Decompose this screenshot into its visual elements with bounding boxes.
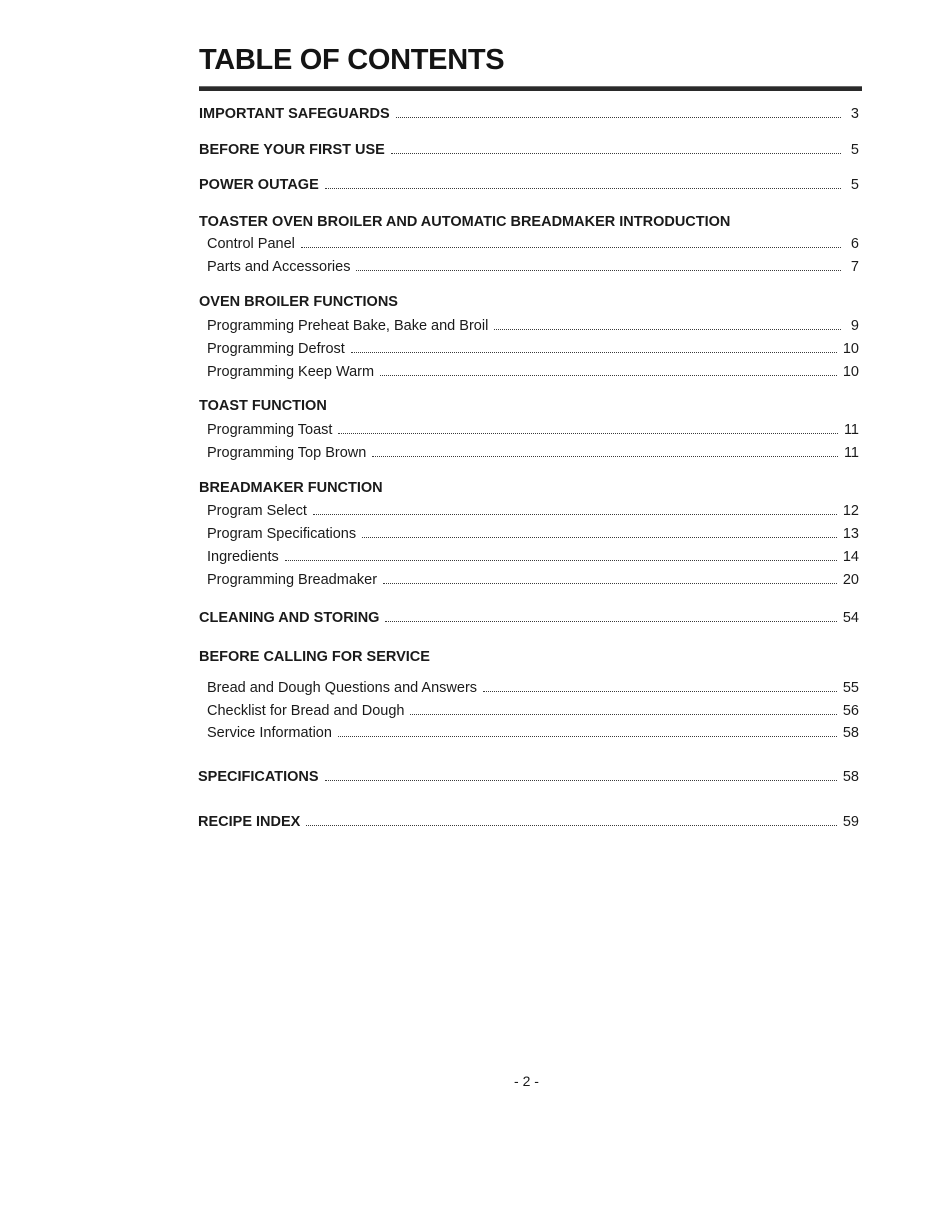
toc-entry-cleaning-storing — [199, 609, 859, 627]
dot-leader — [285, 560, 837, 561]
toc-page-number: 9 — [850, 318, 859, 334]
toc-page-number: 11 — [843, 422, 859, 438]
toc-entry-power-outage — [199, 176, 859, 194]
page-footer — [0, 1073, 938, 1089]
toc-entry-label: RECIPE INDEX — [198, 814, 301, 830]
toc-entry-label: Service Information — [207, 725, 332, 741]
dot-leader — [494, 329, 841, 330]
dot-leader — [385, 621, 836, 622]
section-heading-breadmaker: BREADMAKER FUNCTION — [199, 480, 383, 496]
toc-entry-programming-toast — [207, 421, 859, 439]
toc-entry-label: Checklist for Bread and Dough — [207, 703, 405, 719]
toc-entry-program-select — [207, 502, 859, 520]
dot-leader — [301, 247, 841, 248]
toc-entry-label: Programming Toast — [207, 422, 333, 438]
toc-page-number: 11 — [843, 445, 859, 461]
toc-page-number: 14 — [842, 549, 859, 565]
toc-entry-specifications — [198, 768, 859, 786]
toc-entry-label: Programming Breadmaker — [207, 572, 378, 588]
footer-page-number: - 2 - — [514, 1073, 539, 1089]
toc-entry-bread-dough-qa — [207, 679, 859, 697]
title-underline — [199, 86, 862, 91]
toc-page-number: 56 — [842, 703, 859, 719]
toc-page-number: 20 — [842, 572, 859, 588]
section-heading-oven-broiler: OVEN BROILER FUNCTIONS — [199, 294, 398, 310]
section-heading-service: BEFORE CALLING FOR SERVICE — [199, 649, 430, 665]
toc-entry-label: Programming Top Brown — [207, 445, 367, 461]
dot-leader — [325, 188, 841, 189]
dot-leader — [483, 691, 837, 692]
toc-page-number: 59 — [842, 814, 859, 830]
dot-leader — [306, 825, 837, 826]
dot-leader — [338, 433, 837, 434]
toc-entry-checklist — [207, 702, 859, 720]
dot-leader — [372, 456, 838, 457]
toc-page-number: 10 — [842, 341, 859, 357]
dot-leader — [362, 537, 837, 538]
toc-entry-recipe-index — [198, 813, 859, 831]
toc-entry-label: BEFORE YOUR FIRST USE — [199, 142, 385, 158]
toc-page-number: 13 — [842, 526, 859, 542]
toc-page-number: 6 — [850, 236, 859, 252]
page-title: TABLE OF CONTENTS — [199, 44, 505, 76]
toc-page-number: 12 — [842, 503, 859, 519]
toc-entry-control-panel — [207, 235, 859, 253]
toc-entry-label: Bread and Dough Questions and Answers — [207, 680, 478, 696]
toc-entry-label: CLEANING AND STORING — [199, 610, 380, 626]
toc-entry-label: Control Panel — [207, 236, 295, 252]
dot-leader — [396, 117, 841, 118]
dot-leader — [380, 375, 837, 376]
dot-leader — [391, 153, 841, 154]
toc-page-number: 58 — [842, 769, 859, 785]
toc-entry-parts-accessories — [207, 258, 859, 276]
section-heading-toast: TOAST FUNCTION — [199, 398, 327, 414]
toc-entry-label: Programming Keep Warm — [207, 364, 375, 380]
toc-entry-keep-warm — [207, 363, 859, 381]
toc-entry-label: Parts and Accessories — [207, 259, 351, 275]
section-heading-introduction: TOASTER OVEN BROILER AND AUTOMATIC BREADMAKER INTRODUCTION — [199, 214, 731, 230]
toc-entry-label: Programming Defrost — [207, 341, 345, 357]
toc-entry-label: Program Specifications — [207, 526, 357, 542]
toc-page-number: 55 — [842, 680, 859, 696]
toc-page-number: 3 — [850, 106, 859, 122]
dot-leader — [338, 736, 837, 737]
dot-leader — [351, 352, 837, 353]
dot-leader — [410, 714, 836, 715]
dot-leader — [325, 780, 837, 781]
toc-entry-ingredients — [207, 548, 859, 566]
toc-page-number: 7 — [850, 259, 859, 275]
toc-entry-program-specifications — [207, 525, 859, 543]
toc-entry-preheat-bake-broil — [207, 317, 859, 335]
dot-leader — [356, 270, 841, 271]
toc-entry-label: POWER OUTAGE — [199, 177, 319, 193]
toc-entry-label: SPECIFICATIONS — [198, 769, 319, 785]
toc-page-number: 54 — [842, 610, 859, 626]
toc-entry-defrost — [207, 340, 859, 358]
dot-leader — [383, 583, 837, 584]
toc-page-number: 5 — [850, 142, 859, 158]
toc-entry-important-safeguards — [199, 105, 859, 123]
toc-page-number: 5 — [850, 177, 859, 193]
toc-page-number: 58 — [842, 725, 859, 741]
toc-entry-programming-breadmaker — [207, 571, 859, 589]
toc-entry-top-brown — [207, 444, 859, 462]
toc-entry-label: Programming Preheat Bake, Bake and Broil — [207, 318, 489, 334]
toc-entry-label: Program Select — [207, 503, 307, 519]
toc-page-number: 10 — [842, 364, 859, 380]
toc-entry-label: IMPORTANT SAFEGUARDS — [199, 106, 390, 122]
toc-entry-label: Ingredients — [207, 549, 279, 565]
toc-entry-service-information — [207, 724, 859, 742]
toc-entry-before-first-use — [199, 141, 859, 159]
dot-leader — [313, 514, 837, 515]
